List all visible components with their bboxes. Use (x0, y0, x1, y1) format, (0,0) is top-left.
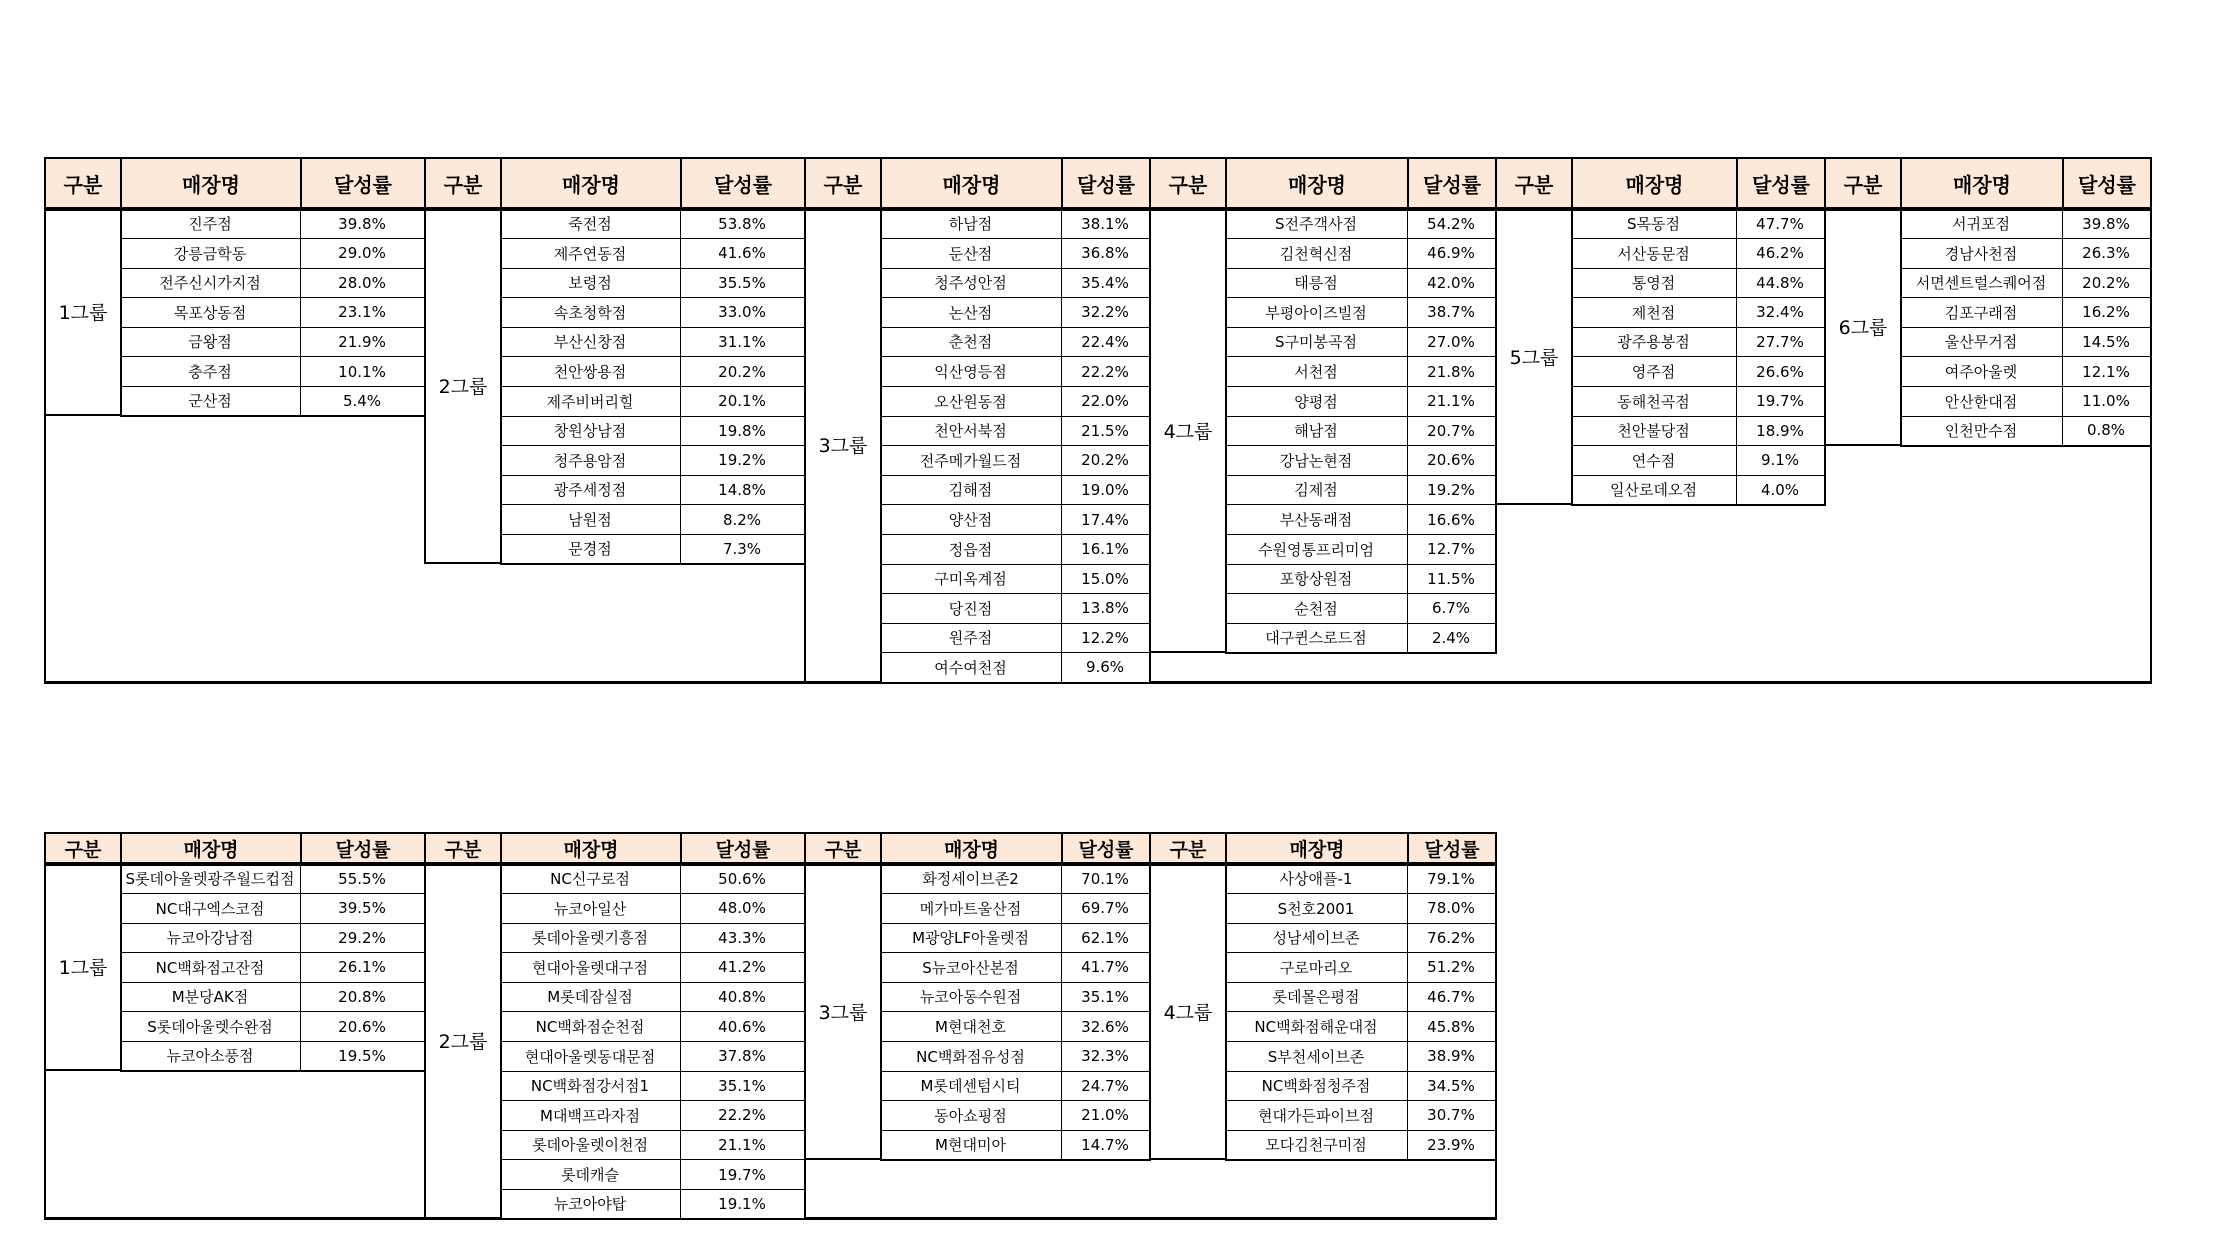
rate-cell: 38.9% (1407, 1042, 1497, 1072)
store-name-cell: 양산점 (880, 505, 1062, 535)
header-rate: 달성률 (1061, 157, 1151, 209)
store-name-cell: 구로마리오 (1225, 953, 1408, 983)
store-name-cell: 죽전점 (500, 209, 681, 239)
rate-cell: 32.2% (1061, 298, 1151, 328)
store-name-cell: 하남점 (880, 209, 1062, 239)
store-name-cell: 통영점 (1571, 268, 1737, 298)
rate-cell: 30.7% (1407, 1101, 1497, 1131)
store-name-cell: 천안쌍용점 (500, 357, 681, 387)
store-name-cell: 롯데아울렛이천점 (500, 1130, 681, 1160)
rate-cell: 21.9% (300, 327, 426, 357)
store-name-cell: S천호2001 (1225, 894, 1408, 924)
header-store: 매장명 (1571, 157, 1738, 209)
store-name-cell: 목포상동점 (120, 298, 301, 328)
rate-cell: 29.2% (300, 923, 426, 953)
rate-cell: 46.9% (1407, 239, 1497, 269)
rate-cell: 35.1% (680, 1071, 806, 1101)
store-name-cell: 김천혁신점 (1225, 239, 1408, 269)
store-name-cell: 현대아울렛대구점 (500, 953, 681, 983)
rate-cell: 2.4% (1407, 623, 1497, 654)
rate-cell: 23.1% (300, 298, 426, 328)
store-name-cell: 부평아이즈빌점 (1225, 298, 1408, 328)
store-name-cell: 익산영등점 (880, 357, 1062, 387)
rate-cell: 70.1% (1061, 864, 1151, 894)
rate-cell: 22.4% (1061, 327, 1151, 357)
store-name-cell: S롯데아울렛수완점 (120, 1012, 301, 1042)
rate-cell: 36.8% (1061, 239, 1151, 269)
rate-cell: 35.4% (1061, 268, 1151, 298)
rate-cell: 53.8% (680, 209, 806, 239)
store-name-cell: 부산신창점 (500, 327, 681, 357)
store-name-cell: 김해점 (880, 475, 1062, 505)
rate-cell: 26.6% (1736, 357, 1826, 387)
rate-cell: 22.0% (1061, 387, 1151, 417)
store-name-cell: 현대아울렛동대문점 (500, 1042, 681, 1072)
rate-cell: 54.2% (1407, 209, 1497, 239)
rate-cell: 6.7% (1407, 594, 1497, 624)
header-store: 매장명 (120, 157, 302, 209)
store-name-cell: 오산원동점 (880, 387, 1062, 417)
rate-cell: 23.9% (1407, 1130, 1497, 1161)
rate-cell: 14.8% (680, 475, 806, 505)
rate-cell: 39.8% (2062, 209, 2152, 239)
store-name-cell: 청주성안점 (880, 268, 1062, 298)
rate-cell: 9.1% (1736, 446, 1826, 476)
rate-cell: 12.1% (2062, 357, 2152, 387)
rate-cell: 41.2% (680, 953, 806, 983)
rate-cell: 17.4% (1061, 505, 1151, 535)
header-division: 구분 (424, 832, 502, 864)
rate-cell: 38.1% (1061, 209, 1151, 239)
rate-cell: 43.3% (680, 923, 806, 953)
store-name-cell: S목동점 (1571, 209, 1737, 239)
rate-cell: 76.2% (1407, 923, 1497, 953)
rate-cell: 15.0% (1061, 564, 1151, 594)
store-name-cell: 부산동래점 (1225, 505, 1408, 535)
store-name-cell: NC백화점고잔점 (120, 953, 301, 983)
store-name-cell: 뉴코아강남점 (120, 923, 301, 953)
header-division: 구분 (1824, 157, 1902, 209)
store-name-cell: 진주점 (120, 209, 301, 239)
rate-cell: 44.8% (1736, 268, 1826, 298)
rate-cell: 33.0% (680, 298, 806, 328)
rate-cell: 16.1% (1061, 535, 1151, 565)
header-store: 매장명 (1225, 157, 1409, 209)
header-division: 구분 (424, 157, 502, 209)
rate-cell: 21.8% (1407, 357, 1497, 387)
rate-cell: 34.5% (1407, 1071, 1497, 1101)
store-name-cell: 원주점 (880, 623, 1062, 653)
store-name-cell: 정읍점 (880, 535, 1062, 565)
header-division: 구분 (1149, 832, 1227, 864)
store-name-cell: 태릉점 (1225, 268, 1408, 298)
header-rate: 달성률 (1736, 157, 1826, 209)
store-name-cell: 문경점 (500, 535, 681, 566)
store-name-cell: 광주용봉점 (1571, 327, 1737, 357)
rate-cell: 18.9% (1736, 416, 1826, 446)
rate-cell: 46.2% (1736, 239, 1826, 269)
store-name-cell: 논산점 (880, 298, 1062, 328)
store-name-cell: 전주메가월드점 (880, 446, 1062, 476)
rate-cell: 26.3% (2062, 239, 2152, 269)
group-label: 6그룹 (1824, 209, 1902, 446)
store-name-cell: 롯데몰은평점 (1225, 982, 1408, 1012)
rate-cell: 21.1% (1407, 387, 1497, 417)
header-store: 매장명 (880, 157, 1063, 209)
group-label: 2그룹 (424, 864, 502, 1219)
store-name-cell: NC백화점유성점 (880, 1042, 1062, 1072)
group-label: 4그룹 (1149, 209, 1227, 653)
header-store: 매장명 (120, 832, 302, 864)
rate-cell: 40.8% (680, 982, 806, 1012)
store-name-cell: 메가마트울산점 (880, 894, 1062, 924)
header-rate: 달성률 (1407, 157, 1497, 209)
group-rate-table-1 (44, 157, 2150, 683)
rate-cell: 35.5% (680, 268, 806, 298)
store-name-cell: 동해천곡점 (1571, 387, 1737, 417)
header-division: 구분 (44, 157, 122, 209)
header-rate: 달성률 (300, 157, 426, 209)
rate-cell: 19.5% (300, 1042, 426, 1073)
store-name-cell: 성남세이브존 (1225, 923, 1408, 953)
store-name-cell: 롯데캐슬 (500, 1160, 681, 1190)
rate-cell: 20.6% (1407, 446, 1497, 476)
rate-cell: 48.0% (680, 894, 806, 924)
store-name-cell: 롯데아울렛기흥점 (500, 923, 681, 953)
store-name-cell: NC백화점강서점1 (500, 1071, 681, 1101)
store-name-cell: 울산무거점 (1900, 327, 2063, 357)
group-label: 4그룹 (1149, 864, 1227, 1160)
store-name-cell: 충주점 (120, 357, 301, 387)
store-name-cell: M롯데잠실점 (500, 982, 681, 1012)
header-store: 매장명 (1225, 832, 1409, 864)
store-name-cell: 뉴코아동수원점 (880, 982, 1062, 1012)
rate-cell: 26.1% (300, 953, 426, 983)
rate-cell: 47.7% (1736, 209, 1826, 239)
store-name-cell: 서면센트럴스퀘어점 (1900, 268, 2063, 298)
store-name-cell: 구미옥계점 (880, 564, 1062, 594)
store-name-cell: 대구퀸스로드점 (1225, 623, 1408, 654)
rate-cell: 40.6% (680, 1012, 806, 1042)
store-name-cell: 연수점 (1571, 446, 1737, 476)
header-division: 구분 (1149, 157, 1227, 209)
rate-cell: 19.0% (1061, 475, 1151, 505)
store-name-cell: S부천세이브존 (1225, 1042, 1408, 1072)
store-name-cell: 서귀포점 (1900, 209, 2063, 239)
store-name-cell: 순천점 (1225, 594, 1408, 624)
store-name-cell: NC대구엑스코점 (120, 894, 301, 924)
group-label: 3그룹 (804, 864, 882, 1160)
store-name-cell: 강남논현점 (1225, 446, 1408, 476)
rate-cell: 4.0% (1736, 475, 1826, 506)
store-name-cell: 경남사천점 (1900, 239, 2063, 269)
rate-cell: 29.0% (300, 239, 426, 269)
header-division: 구분 (804, 157, 882, 209)
header-division: 구분 (804, 832, 882, 864)
rate-cell: 20.2% (2062, 268, 2152, 298)
store-name-cell: 강릉금학동 (120, 239, 301, 269)
rate-cell: 62.1% (1061, 923, 1151, 953)
store-name-cell: 뉴코아일산 (500, 894, 681, 924)
store-name-cell: 뉴코아소풍점 (120, 1042, 301, 1073)
rate-cell: 31.1% (680, 327, 806, 357)
store-name-cell: 양평점 (1225, 387, 1408, 417)
store-name-cell: 여수여천점 (880, 653, 1062, 684)
store-name-cell: 해남점 (1225, 416, 1408, 446)
rate-cell: 19.2% (1407, 475, 1497, 505)
rate-cell: 24.7% (1061, 1071, 1151, 1101)
header-rate: 달성률 (300, 832, 426, 864)
store-name-cell: 청주용암점 (500, 446, 681, 476)
store-name-cell: 둔산점 (880, 239, 1062, 269)
store-name-cell: NC백화점순천점 (500, 1012, 681, 1042)
rate-cell: 69.7% (1061, 894, 1151, 924)
rate-cell: 21.0% (1061, 1101, 1151, 1131)
rate-cell: 22.2% (1061, 357, 1151, 387)
rate-cell: 13.8% (1061, 594, 1151, 624)
rate-cell: 19.2% (680, 446, 806, 476)
store-name-cell: 동아쇼핑점 (880, 1101, 1062, 1131)
store-name-cell: 현대가든파이브점 (1225, 1101, 1408, 1131)
rate-cell: 46.7% (1407, 982, 1497, 1012)
rate-cell: 19.8% (680, 416, 806, 446)
store-name-cell: 남원점 (500, 505, 681, 535)
rate-cell: 19.7% (1736, 387, 1826, 417)
store-name-cell: M대백프라자점 (500, 1101, 681, 1131)
header-rate: 달성률 (680, 157, 806, 209)
rate-cell: 45.8% (1407, 1012, 1497, 1042)
rate-cell: 20.6% (300, 1012, 426, 1042)
store-name-cell: 천안불당점 (1571, 416, 1737, 446)
rate-cell: 55.5% (300, 864, 426, 894)
store-name-cell: 화정세이브존2 (880, 864, 1062, 894)
rate-cell: 10.1% (300, 357, 426, 387)
rate-cell: 79.1% (1407, 864, 1497, 894)
store-name-cell: 일산로데오점 (1571, 475, 1737, 506)
rate-cell: 20.2% (1061, 446, 1151, 476)
rate-cell: 35.1% (1061, 982, 1151, 1012)
store-name-cell: 여주아울렛 (1900, 357, 2063, 387)
rate-cell: 0.8% (2062, 416, 2152, 447)
rate-cell: 39.8% (300, 209, 426, 239)
store-name-cell: 제주연동점 (500, 239, 681, 269)
store-name-cell: 서산동문점 (1571, 239, 1737, 269)
store-name-cell: S전주객사점 (1225, 209, 1408, 239)
store-name-cell: 광주세정점 (500, 475, 681, 505)
rate-cell: 42.0% (1407, 268, 1497, 298)
store-name-cell: 천안서북점 (880, 416, 1062, 446)
rate-cell: 38.7% (1407, 298, 1497, 328)
group-label: 5그룹 (1495, 209, 1573, 505)
header-rate: 달성률 (1061, 832, 1151, 864)
store-name-cell: NC신구로점 (500, 864, 681, 894)
store-name-cell: M광양LF아울렛점 (880, 923, 1062, 953)
header-division: 구분 (44, 832, 122, 864)
rate-cell: 9.6% (1061, 653, 1151, 684)
header-store: 매장명 (500, 157, 682, 209)
rate-cell: 21.1% (680, 1130, 806, 1160)
store-name-cell: 영주점 (1571, 357, 1737, 387)
rate-cell: 78.0% (1407, 894, 1497, 924)
rate-cell: 19.1% (680, 1190, 806, 1221)
rate-cell: 20.2% (680, 357, 806, 387)
rate-cell: 16.2% (2062, 298, 2152, 328)
store-name-cell: 뉴코아야탑 (500, 1190, 681, 1221)
rate-cell: 7.3% (680, 535, 806, 566)
store-name-cell: M현대천호 (880, 1012, 1062, 1042)
header-division: 구분 (1495, 157, 1573, 209)
store-name-cell: NC백화점해운대점 (1225, 1012, 1408, 1042)
rate-cell: 20.7% (1407, 416, 1497, 446)
rate-cell: 32.3% (1061, 1042, 1151, 1072)
header-store: 매장명 (500, 832, 682, 864)
store-name-cell: 제주비버리힐 (500, 387, 681, 417)
store-name-cell: NC백화점청주점 (1225, 1071, 1408, 1101)
rate-cell: 32.6% (1061, 1012, 1151, 1042)
store-name-cell: M현대미아 (880, 1130, 1062, 1161)
rate-cell: 37.8% (680, 1042, 806, 1072)
rate-cell: 51.2% (1407, 953, 1497, 983)
rate-cell: 14.7% (1061, 1130, 1151, 1161)
rate-cell: 39.5% (300, 894, 426, 924)
rate-cell: 12.2% (1061, 623, 1151, 653)
store-name-cell: 금왕점 (120, 327, 301, 357)
store-name-cell: 제천점 (1571, 298, 1737, 328)
store-name-cell: 당진점 (880, 594, 1062, 624)
rate-cell: 21.5% (1061, 416, 1151, 446)
store-name-cell: M분당AK점 (120, 982, 301, 1012)
header-rate: 달성률 (2062, 157, 2152, 209)
store-name-cell: 인천만수점 (1900, 416, 2063, 447)
store-name-cell: 수원영통프리미엄 (1225, 535, 1408, 565)
rate-cell: 20.8% (300, 982, 426, 1012)
store-name-cell: 서천점 (1225, 357, 1408, 387)
rate-cell: 20.1% (680, 387, 806, 417)
store-name-cell: 창원상남점 (500, 416, 681, 446)
rate-cell: 27.7% (1736, 327, 1826, 357)
store-name-cell: 모다김천구미점 (1225, 1130, 1408, 1161)
store-name-cell: 전주신시가지점 (120, 268, 301, 298)
rate-cell: 12.7% (1407, 535, 1497, 565)
store-name-cell: 김포구래점 (1900, 298, 2063, 328)
rate-cell: 22.2% (680, 1101, 806, 1131)
header-store: 매장명 (1900, 157, 2064, 209)
rate-cell: 11.0% (2062, 387, 2152, 417)
store-name-cell: M롯데센텀시티 (880, 1071, 1062, 1101)
rate-cell: 50.6% (680, 864, 806, 894)
rate-cell: 16.6% (1407, 505, 1497, 535)
store-name-cell: 군산점 (120, 387, 301, 418)
store-name-cell: S구미봉곡점 (1225, 327, 1408, 357)
rate-cell: 27.0% (1407, 327, 1497, 357)
group-label: 2그룹 (424, 209, 502, 564)
store-name-cell: 김제점 (1225, 475, 1408, 505)
rate-cell: 8.2% (680, 505, 806, 535)
store-name-cell: 안산한대점 (1900, 387, 2063, 417)
store-name-cell: 보령점 (500, 268, 681, 298)
store-name-cell: S뉴코아산본점 (880, 953, 1062, 983)
rate-cell: 11.5% (1407, 564, 1497, 594)
group-label: 1그룹 (44, 864, 122, 1071)
header-rate: 달성률 (680, 832, 806, 864)
store-name-cell: 포항상원점 (1225, 564, 1408, 594)
store-name-cell: 춘천점 (880, 327, 1062, 357)
store-name-cell: 속초청학점 (500, 298, 681, 328)
rate-cell: 19.7% (680, 1160, 806, 1190)
rate-cell: 41.7% (1061, 953, 1151, 983)
header-rate: 달성률 (1407, 832, 1497, 864)
rate-cell: 41.6% (680, 239, 806, 269)
group-label: 3그룹 (804, 209, 882, 683)
header-store: 매장명 (880, 832, 1063, 864)
rate-cell: 32.4% (1736, 298, 1826, 328)
rate-cell: 14.5% (2062, 327, 2152, 357)
rate-cell: 5.4% (300, 387, 426, 418)
group-rate-table-2 (44, 832, 1495, 1219)
rate-cell: 28.0% (300, 268, 426, 298)
store-name-cell: 사상애플-1 (1225, 864, 1408, 894)
group-label: 1그룹 (44, 209, 122, 416)
store-name-cell: S롯데아울렛광주월드컵점 (120, 864, 301, 894)
